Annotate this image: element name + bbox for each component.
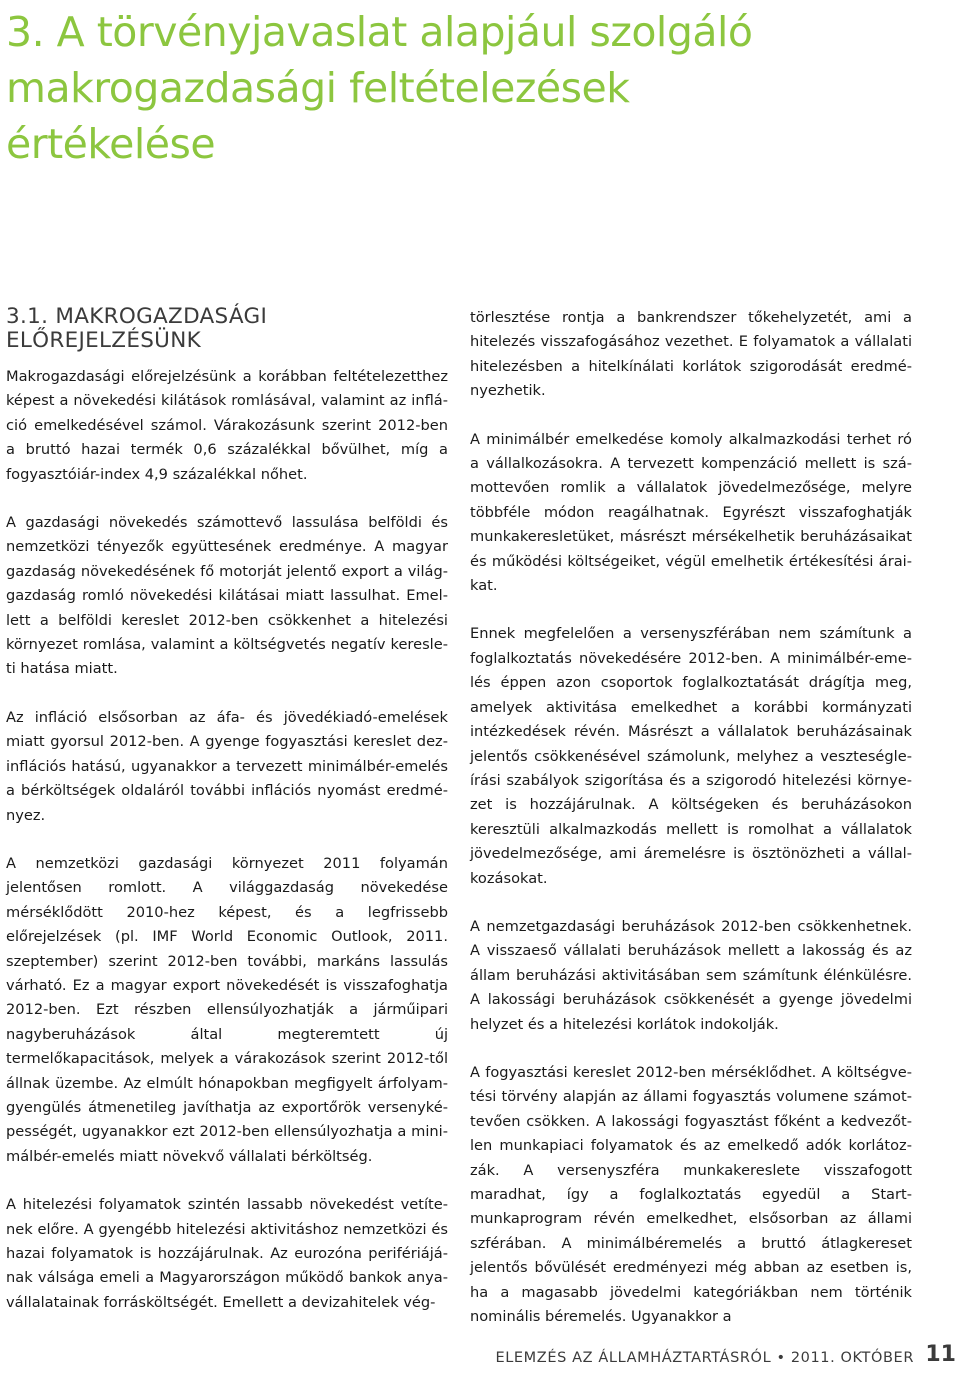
page-title-line-1: 3. A törvényjavaslat alapjául szolgáló bbox=[6, 8, 753, 56]
paragraph: A nemzetgazdasági beruházások 2012-ben csökkenhetnek. A visszaeső vállalati beruházások mellett a lakosság és az állam beruházási aktivitásában sem számítunk élénkülésre. A lakossági beruházások csökkenését a gyenge jövedelmi helyzet és a hitelezési korlátok indokolják. bbox=[470, 917, 912, 1033]
paragraph: A fogyasztási kereslet 2012-ben mérséklődhet. A költségvetési törvény alapján az állami fogyasztás volumene számottevően csökken. A lakossági fogyasztást főként a kedvezőtlen munkapiaci folyamatok és az emelkedő adók korlátozzák. A versenyszféra munkakereslete visszafogott maradhat, így a foglalkoztatás egyedül a Start-munkaprogram révén emelkedhet, elsősorban az állami szférában. A minimálbéremelés a bruttó átlagkereset jelentős bővülését eredményezi még abban az esetben is, ha a magasabb jövedelmi kategóriákban nem történik nominális béremelés. Ugyanakkor a bbox=[470, 1063, 912, 1326]
paragraph: A hitelezési folyamatok szintén lassabb növekedést vetítenek előre. A gyengébb hitelezési aktivitáshoz nemzetközi és hazai folyamatok is hozzájárulnak. Az eurozóna perifériájának válsága emeli a Magyarországon működő bankok anyavállalatainak forrásköltségét. Emellett a devizahitelek vég- bbox=[6, 1196, 448, 1311]
footer-publication-info: ELEMZÉS AZ ÁLLAMHÁZTARTÁSRÓL • 2011. OKTÓBER bbox=[495, 1350, 914, 1366]
paragraph: Makrogazdasági előrejelzésünk a korábban feltételezetthez képest a növekedési kilátások romlásával, valamint az infláció emelkedésével számol. Várakozásunk szerint 2012-ben a bruttó hazai termék 0,6 százalékkal bővülhet, míg a fogyasztóiár-index 4,9 százalékkal nőhet. bbox=[6, 368, 448, 483]
paragraph: Az infláció elsősorban az áfa- és jövedékiadó-emelések miatt gyorsul 2012-ben. A gyenge fogyasztási kereslet dezinflációs hatású, ugyanakkor a tervezett minimálbér-emelés a bérköltségek oldaláról további inflációs nyomást eredményez. bbox=[6, 708, 448, 824]
section-heading-line-1: 3.1. MAKROGAZDASÁGI bbox=[6, 304, 268, 329]
section-heading-line-2: ELŐREJELZÉSÜNK bbox=[6, 328, 201, 353]
page-number: 11 bbox=[925, 1342, 956, 1367]
right-text-column bbox=[470, 306, 912, 1353]
section-heading bbox=[6, 305, 446, 353]
page-title-line-2: makrogazdasági feltételezések bbox=[6, 64, 630, 112]
paragraph: A gazdasági növekedés számottevő lassulása belföldi és nemzetközi tényezők együttesének eredménye. A magyar gazdaság növekedésének fő motorját jelentő export a világgazdaság romló növekedési kilátásai miatt lassulhat. Emellett a belföldi kereslet 2012-ben csökkenhet a hitelezési környezet romlása, valamint a költségvetés negatív keresleti hatása miatt. bbox=[6, 514, 448, 678]
left-text-column bbox=[6, 365, 448, 1339]
paragraph: törlesztése rontja a bankrendszer tőkehelyzetét, ami a hitelezés visszafogásához vezethet. E folyamatok a vállalati hitelezésben a hitelkínálati korlátok szigorodását eredményezhetik. bbox=[470, 309, 912, 400]
page-title-line-3: értékelése bbox=[6, 120, 216, 168]
paragraph: A minimálbér emelkedése komoly alkalmazkodási terhet ró a vállalkozásokra. A tervezett kompenzáció mellett is számottevően romlik a vállalatok jövedelmezősége, melyre többféle módon reagálhatnak. Egyrészt visszafoghatják munkakeresletüket, másrészt mérsékelhetik beruházásaikat és működési költségeiket, végül emelhetik értékesítési áraikat. bbox=[470, 430, 912, 595]
paragraph: A nemzetközi gazdasági környezet 2011 folyamán jelentősen romlott. A világgazdaság növekedése mérséklődött 2010-hez képest, és a legfrissebb előrejelzések (pl. IMF World Economic Outlook, 2011. szeptember) szerint 2012-ben további, markáns lassulás várható. Ez a magyar export növekedését is visszafoghatja 2012-ben. Ezt részben ellensúlyozhatják a járműipari nagyberuházások által megteremtett új termelőkapacitások, melyek a várakozások szerint 2012-től állnak üzembe. Az elmúlt hónapokban megfigyelt árfolyamgyengülés átmenetileg javíthatja az exportőrök versenyképességét, ugyanakkor ezt 2012-ben ellensúlyozhatja a minimálbér-emelés miatt növekvő vállalati bérköltség. bbox=[6, 854, 448, 1165]
page-title bbox=[6, 4, 906, 172]
paragraph: Ennek megfelelően a versenyszférában nem számítunk a foglalkoztatás növekedésére 2012-ben. A minimálbér-emelés éppen azon csoportok foglalkoztatását drágítja meg, amelyek aktivitása emelkedhet a korábbi kormányzati intézkedések révén. Másrészt a vállalatok beruházásainak jelentős csökkenésével számolunk, melyhez a veszteségleírási szabályok szigorítása és a szigorodó hitelezési környezet is hozzájárulnak. A költségeken és beruházásokon keresztüli alkalmazkodás mellett is romolhat a vállalatok jövedelmezősége, ami áremelésre is ösztönözheti a vállalkozásokat. bbox=[470, 625, 912, 887]
